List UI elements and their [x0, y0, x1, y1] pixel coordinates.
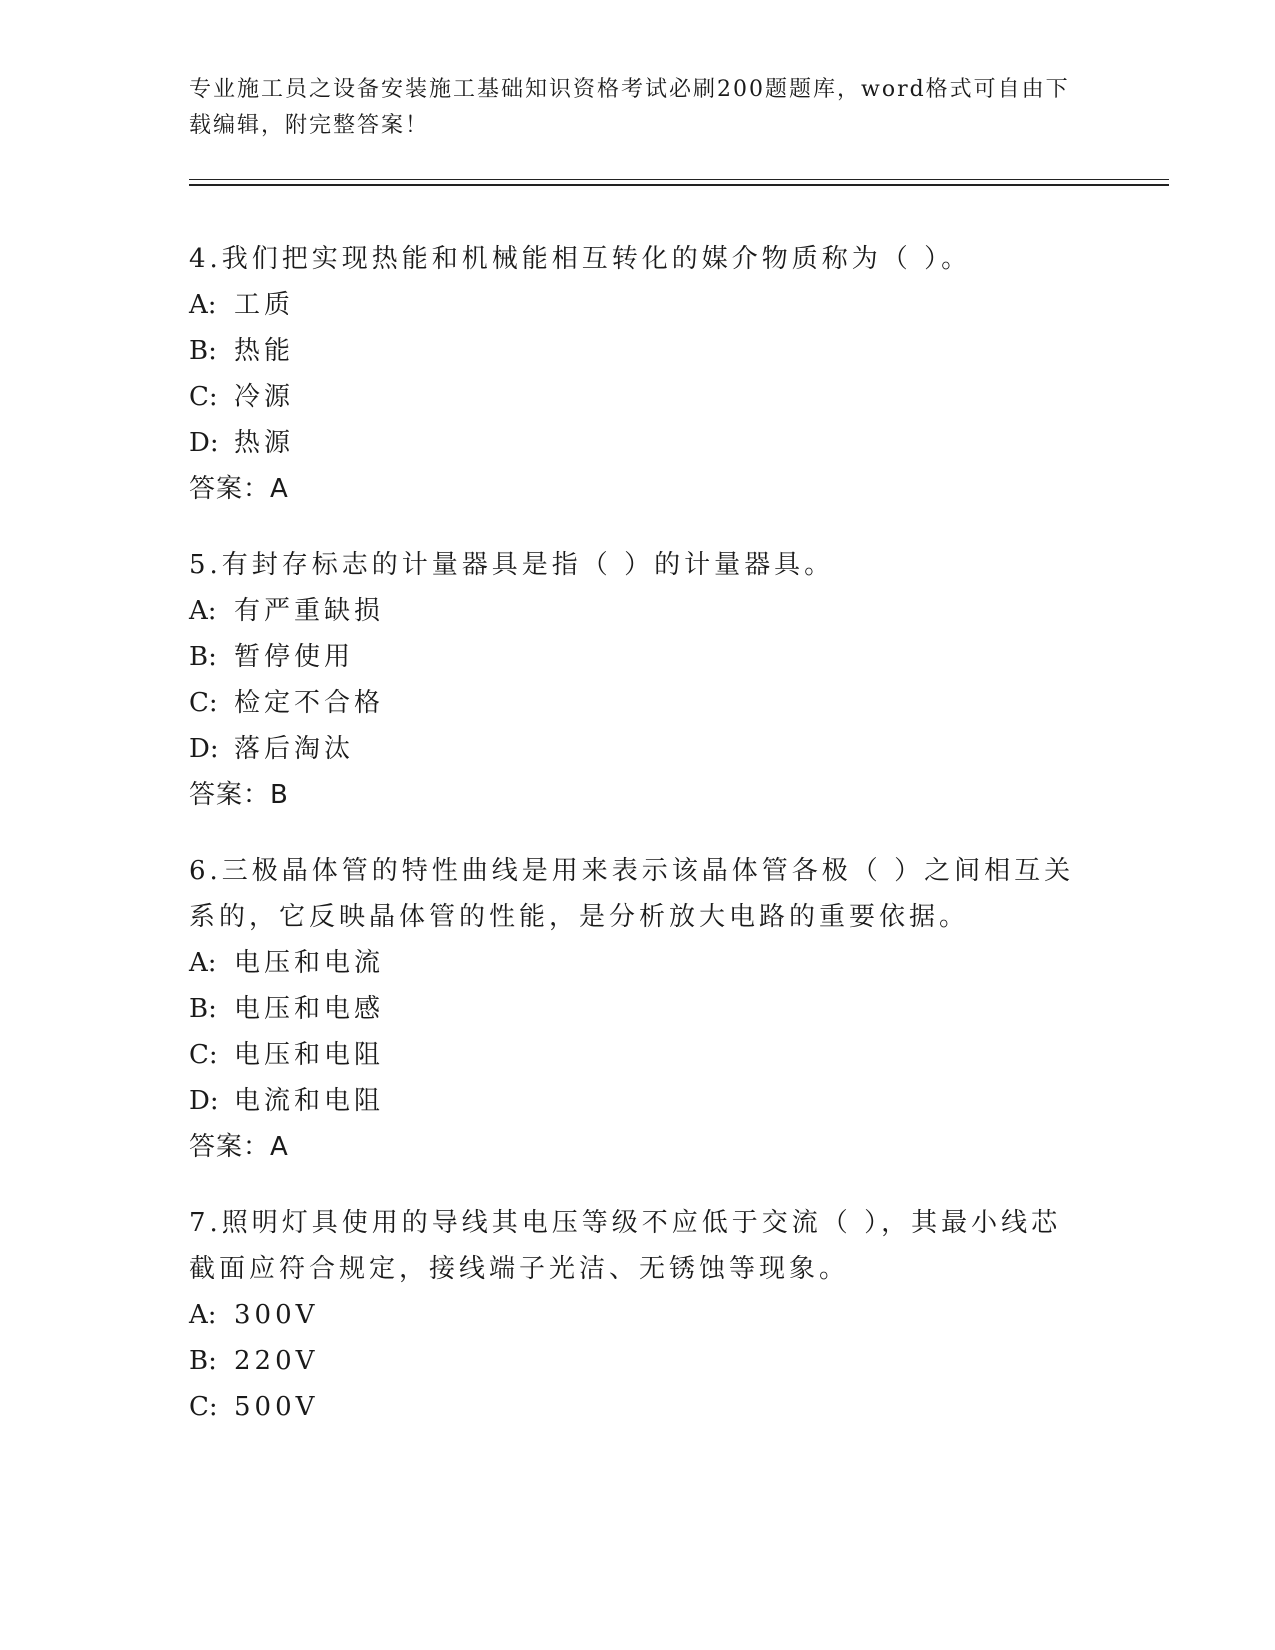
option-text: 检定不合格: [234, 688, 385, 718]
answer-line: 答案：B: [189, 780, 289, 810]
option-d: [189, 420, 1089, 466]
option-text: 热能: [234, 336, 295, 366]
option-c: [189, 1384, 1089, 1430]
question-stem: 5.有封存标志的计量器具是指（ ）的计量器具。: [189, 550, 835, 580]
option-text: 电压和电流: [234, 948, 385, 978]
option-b: [189, 1338, 1089, 1384]
question-list: [189, 236, 1089, 1460]
option-key: A:: [189, 290, 217, 320]
option-text: 500V: [234, 1392, 319, 1422]
option-c: [189, 1032, 1089, 1078]
answer-line: 答案：A: [189, 1132, 289, 1162]
option-key: C:: [189, 382, 218, 412]
question-stem: 7.照明灯具使用的导线其电压等级不应低于交流（ ），其最小线芯截面应符合规定，接线端子光洁、无锈蚀等现象。: [189, 1208, 1062, 1284]
question-5: [189, 542, 1089, 818]
option-key: D:: [189, 1086, 219, 1116]
option-text: 冷源: [234, 382, 295, 412]
question-7: [189, 1200, 1089, 1430]
option-b: [189, 634, 1089, 680]
option-text: 300V: [234, 1300, 319, 1330]
option-text: 电压和电感: [234, 994, 385, 1024]
option-text: 工质: [234, 290, 295, 320]
header-rule-thin: [189, 179, 1169, 180]
option-key: A:: [189, 1300, 217, 1330]
question-stem: 4.我们把实现热能和机械能相互转化的媒介物质称为（ ）。: [189, 244, 972, 274]
option-d: [189, 1078, 1089, 1124]
option-key: B:: [189, 1346, 217, 1376]
option-key: B:: [189, 336, 217, 366]
option-a: [189, 282, 1089, 328]
question-4: [189, 236, 1089, 512]
option-a: [189, 588, 1089, 634]
answer-line: 答案：A: [189, 474, 289, 504]
document-header: 专业施工员之设备安装施工基础知识资格考试必刷200题题库，word格式可自由下载编辑，附完整答案！: [189, 77, 1070, 138]
option-d: [189, 726, 1089, 772]
option-key: C:: [189, 1392, 218, 1422]
option-text: 热源: [234, 428, 295, 458]
option-a: [189, 1292, 1089, 1338]
option-text: 电流和电阻: [234, 1086, 385, 1116]
option-key: A:: [189, 948, 217, 978]
option-text: 落后淘汰: [234, 734, 355, 764]
option-key: B:: [189, 642, 217, 672]
option-text: 暂停使用: [234, 642, 355, 672]
option-a: [189, 940, 1089, 986]
option-text: 220V: [234, 1346, 319, 1376]
option-key: B:: [189, 994, 217, 1024]
option-b: [189, 986, 1089, 1032]
option-key: D:: [189, 428, 219, 458]
option-key: C:: [189, 688, 218, 718]
option-text: 有严重缺损: [234, 596, 385, 626]
option-c: [189, 680, 1089, 726]
option-b: [189, 328, 1089, 374]
option-key: D:: [189, 734, 219, 764]
option-c: [189, 374, 1089, 420]
option-key: A:: [189, 596, 217, 626]
question-6: [189, 848, 1089, 1170]
header-rule-thick: [189, 184, 1169, 186]
question-stem: 6.三极晶体管的特性曲线是用来表示该晶体管各极（ ）之间相互关系的，它反映晶体管的性能，是分析放大电路的重要依据。: [189, 856, 1075, 932]
option-key: C:: [189, 1040, 218, 1070]
option-text: 电压和电阻: [234, 1040, 385, 1070]
